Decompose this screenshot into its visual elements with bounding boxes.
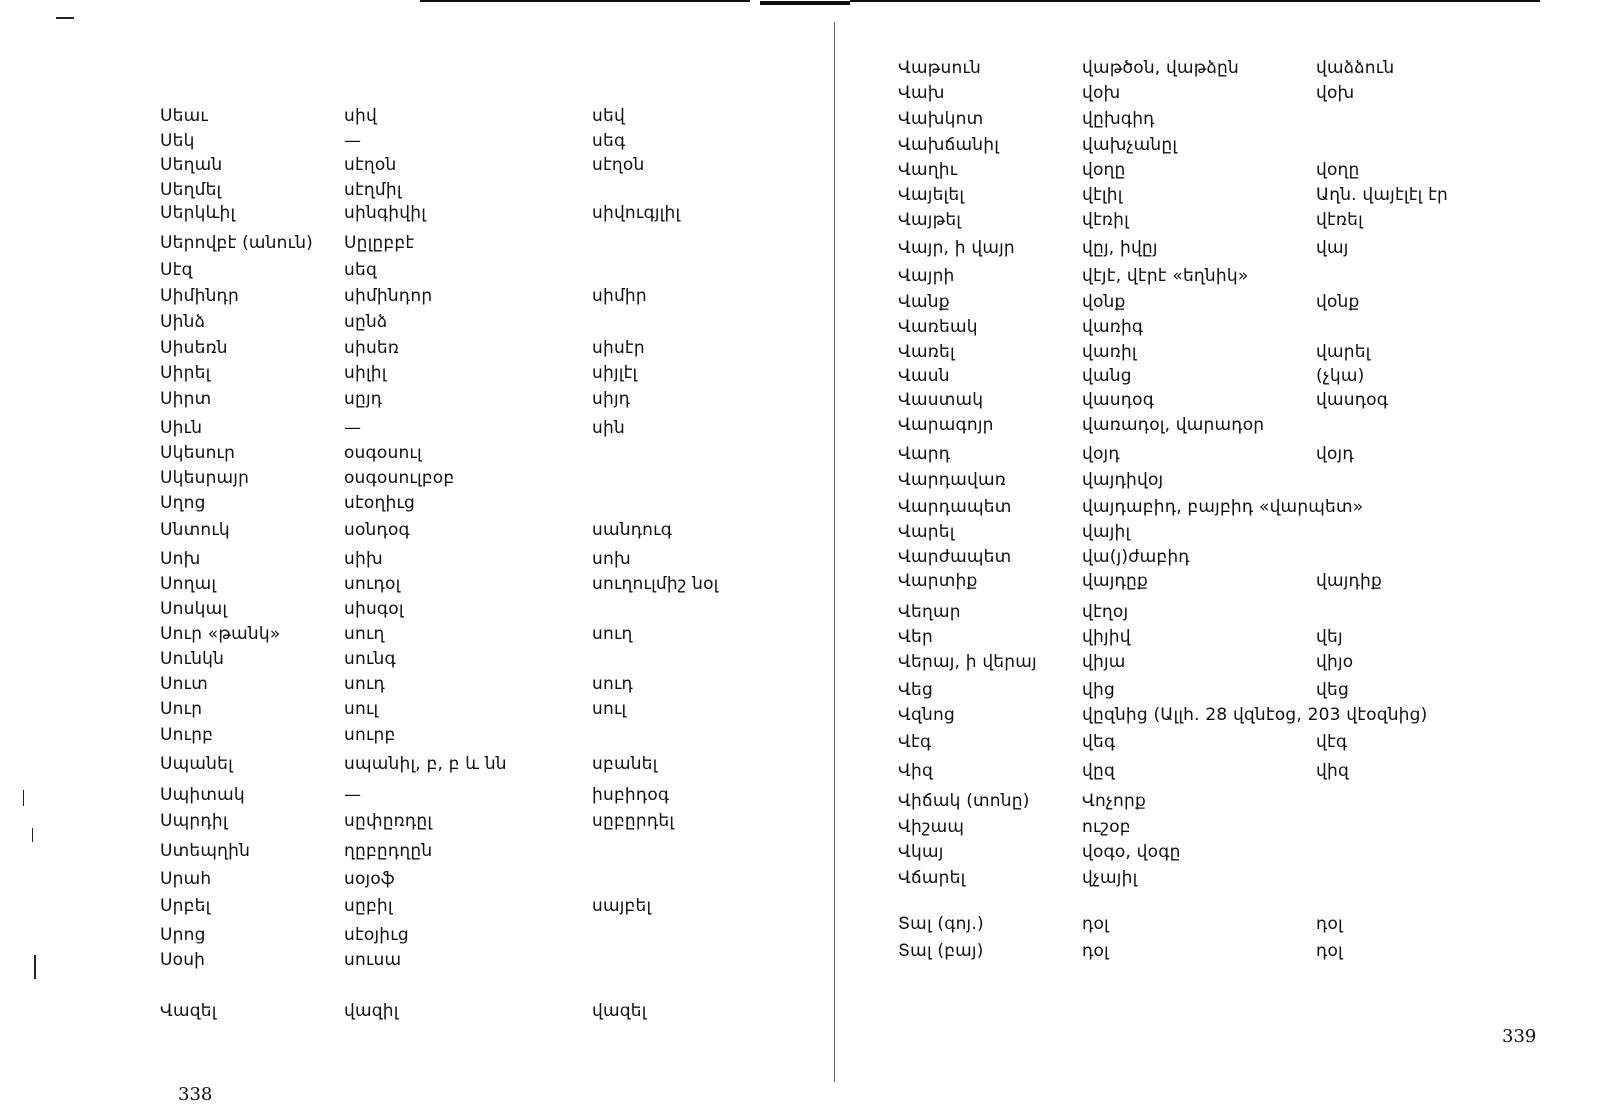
right-page-dialect-form: վիյիվ bbox=[1082, 627, 1131, 647]
right-page-headword: Վաթսուն bbox=[898, 58, 982, 78]
right-page-headword: Վառել bbox=[898, 342, 955, 362]
left-page-dialect-form: ղըբըդղըն bbox=[344, 841, 433, 861]
left-page-headword: Սուրբ bbox=[160, 725, 214, 745]
left-page-variant-form: սուդ bbox=[592, 674, 634, 694]
left-page-headword: Սողալ bbox=[160, 574, 217, 594]
right-page-dialect-form: վօխ bbox=[1082, 83, 1121, 103]
left-page-headword: Սիւն bbox=[160, 418, 203, 438]
left-page-dialect-form: — bbox=[344, 418, 362, 438]
right-page-headword: Վիզ bbox=[898, 761, 933, 781]
right-page-dialect-form: վառիգ bbox=[1082, 317, 1144, 337]
left-page-headword: Սեաւ bbox=[160, 106, 208, 126]
right-page-dialect-form: վօյդ bbox=[1082, 444, 1120, 464]
right-page-variant-form: Աղն. վայէլէլ էր bbox=[1316, 185, 1448, 205]
right-page-dialect-form: վըզ bbox=[1082, 761, 1115, 781]
left-page-dialect-form: սըյդ bbox=[344, 389, 383, 409]
right-page-variant-form: վիյօ bbox=[1316, 652, 1354, 672]
right-page-headword: Վայթել bbox=[898, 210, 962, 230]
right-page-headword: Վէգ bbox=[898, 732, 932, 752]
right-page-number: 339 bbox=[1502, 1026, 1537, 1047]
right-page-headword: Վարդավառ bbox=[898, 470, 1006, 490]
right-page-dialect-form: վօղը bbox=[1082, 160, 1126, 180]
right-page-headword: Վախճանիլ bbox=[898, 135, 1000, 155]
left-page-headword: Սրահ bbox=[160, 869, 212, 889]
left-page-dialect-form: — bbox=[344, 785, 362, 805]
right-page-headword: Վիշապ bbox=[898, 817, 965, 837]
left-page-dialect-form: սընձ bbox=[344, 312, 388, 332]
scan-mark bbox=[56, 17, 74, 19]
left-page-headword: Սկեսրայր bbox=[160, 468, 250, 488]
left-page-dialect-form: — bbox=[344, 131, 362, 151]
right-page-dialect-form: վայիլ bbox=[1082, 522, 1131, 542]
top-edge-line bbox=[420, 0, 750, 2]
left-page-headword: Սեղմել bbox=[160, 180, 222, 200]
left-page-headword: Սրբել bbox=[160, 896, 211, 916]
right-page-variant-form: վայդիք bbox=[1316, 571, 1383, 591]
left-page-variant-form: վազել bbox=[592, 1001, 647, 1021]
left-page-dialect-form: սուլ bbox=[344, 699, 379, 719]
left-page-headword: Ստեպղին bbox=[160, 841, 251, 861]
left-page-dialect-form: սիվ bbox=[344, 106, 377, 126]
left-page-dialect-form: սէղմիլ bbox=[344, 180, 402, 200]
left-page-headword: Սղոց bbox=[160, 493, 206, 513]
left-page-variant-form: սըբըրդել bbox=[592, 811, 675, 831]
right-page-headword: Վասն bbox=[898, 366, 950, 386]
left-page-headword: Սրոց bbox=[160, 925, 206, 945]
right-page-variant-form: վայ bbox=[1316, 238, 1349, 258]
left-page-dialect-form: Սըլըբբէ bbox=[344, 233, 415, 253]
right-page-headword: Վարել bbox=[898, 522, 955, 542]
left-page-dialect-form: սըփըռդըլ bbox=[344, 811, 433, 831]
right-page-variant-form: վօյդ bbox=[1316, 444, 1354, 464]
left-page-variant-form: սուլ bbox=[592, 699, 627, 719]
left-page-headword: Սիրտ bbox=[160, 389, 212, 409]
right-page-headword: Վճարել bbox=[898, 868, 966, 888]
left-page-dialect-form: վազիլ bbox=[344, 1001, 399, 1021]
right-page-headword: Վայր, ի վայր bbox=[898, 238, 1015, 258]
left-page-dialect-form: սիսեռ bbox=[344, 338, 400, 358]
right-page-dialect-form: վէլիլ bbox=[1082, 185, 1123, 205]
left-page-headword: Սուտ bbox=[160, 674, 208, 694]
right-page-dialect-form: Վոչորք bbox=[1082, 791, 1147, 811]
left-page-headword: Սոխ bbox=[160, 549, 201, 569]
left-page-headword: Սէզ bbox=[160, 260, 193, 280]
left-page-headword: Վազել bbox=[160, 1001, 217, 1021]
left-page-headword: Սուր «թանկ» bbox=[160, 624, 281, 644]
left-page-variant-form: սին bbox=[592, 418, 625, 438]
left-page-dialect-form: սէղօն bbox=[344, 155, 397, 175]
left-page-variant-form: սայբել bbox=[592, 896, 652, 916]
right-page-variant-form: վաձձուն bbox=[1316, 58, 1395, 78]
left-page-dialect-form: սէօյիւց bbox=[344, 925, 409, 945]
right-page-dialect-form: վչայիլ bbox=[1082, 868, 1138, 888]
right-page-headword: Վեղար bbox=[898, 602, 961, 622]
right-page-variant-form: վարել bbox=[1316, 342, 1371, 362]
right-page-dialect-form: վախչանըլ bbox=[1082, 135, 1178, 155]
left-page-variant-form: սուղուլմիշ նօլ bbox=[592, 574, 719, 594]
right-page-dialect-form: վա(յ)ժաբիդ bbox=[1082, 547, 1190, 567]
right-page-headword: Վաղիւ bbox=[898, 160, 958, 180]
right-page-variant-form: դօլ bbox=[1316, 941, 1343, 961]
right-page-variant-form: վեց bbox=[1316, 680, 1349, 700]
left-page-variant-form: իսբիդօգ bbox=[592, 785, 670, 805]
right-page-dialect-form: դօլ bbox=[1082, 914, 1109, 934]
right-page-variant-form: վէգ bbox=[1316, 732, 1348, 752]
scan-mark bbox=[23, 790, 24, 806]
left-page-dialect-form: օսգօսուլ bbox=[344, 443, 422, 463]
left-page-dialect-form: սօնդօգ bbox=[344, 520, 410, 540]
left-page-variant-form: սիյդ bbox=[592, 389, 631, 409]
right-page-dialect-form: դօլ bbox=[1082, 941, 1109, 961]
right-page-headword: Վայելել bbox=[898, 185, 965, 205]
left-page-variant-form: սանդուգ bbox=[592, 520, 673, 540]
left-page-dialect-form: սէօղիւց bbox=[344, 493, 415, 513]
right-page-dialect-form: վէյէ, վէրէ «եղնիկ» bbox=[1082, 266, 1249, 286]
left-page-variant-form: սիսէր bbox=[592, 338, 645, 358]
right-page-dialect-form: վառիլ bbox=[1082, 342, 1137, 362]
right-page-variant-form: դօլ bbox=[1316, 914, 1343, 934]
left-page-variant-form: սոխ bbox=[592, 549, 631, 569]
page-gutter bbox=[834, 22, 835, 1082]
left-page-variant-form: սբանել bbox=[592, 754, 658, 774]
right-page-headword: Վարագոյր bbox=[898, 415, 994, 435]
right-page-headword: Վախկոտ bbox=[898, 109, 984, 129]
scan-mark bbox=[34, 955, 36, 979]
left-page-dialect-form: սօյօֆ bbox=[344, 869, 395, 889]
left-page-variant-form: սեգ bbox=[592, 131, 626, 151]
right-page-dialect-form: վանց bbox=[1082, 366, 1132, 386]
right-page-dialect-form: վիյա bbox=[1082, 652, 1126, 672]
left-page-dialect-form: սունգ bbox=[344, 649, 396, 669]
right-page-dialect-form: վասդօգ bbox=[1082, 390, 1155, 410]
right-page-dialect-form: ուշօբ bbox=[1082, 817, 1131, 837]
left-page-headword: Սպրդիլ bbox=[160, 811, 228, 831]
right-page-headword: Վարտիք bbox=[898, 571, 978, 591]
right-page-headword: Վզնոց bbox=[898, 705, 955, 725]
left-page-headword: Սնտուկ bbox=[160, 520, 230, 540]
right-page-headword: Վկայ bbox=[898, 842, 944, 862]
right-page-dialect-form: վօգօ, վօգը bbox=[1082, 842, 1181, 862]
left-page-headword: Սուր bbox=[160, 699, 203, 719]
top-edge-line bbox=[760, 1, 850, 5]
right-page-headword: Տալ (գոյ.) bbox=[898, 914, 984, 934]
right-page-headword: Վեր bbox=[898, 627, 933, 647]
right-page-dialect-form: վայդըք bbox=[1082, 571, 1149, 591]
left-page-variant-form: սիմիր bbox=[592, 286, 647, 306]
left-page-headword: Սիսեռն bbox=[160, 338, 228, 358]
left-page-dialect-form: սիխ bbox=[344, 549, 383, 569]
left-page-dialect-form: սիլիլ bbox=[344, 363, 387, 383]
right-page-variant-form: վասդօգ bbox=[1316, 390, 1389, 410]
right-page-variant-form: վեյ bbox=[1316, 627, 1343, 647]
left-page-headword: Սիրել bbox=[160, 363, 211, 383]
left-page-headword: Սիմինդր bbox=[160, 286, 239, 306]
right-page-headword: Վայրի bbox=[898, 266, 955, 286]
left-page-variant-form: սեվ bbox=[592, 106, 625, 126]
left-page-headword: Սերկևիլ bbox=[160, 203, 236, 223]
right-page-headword: Տալ (բայ) bbox=[898, 941, 984, 961]
right-page-headword: Վանք bbox=[898, 292, 950, 312]
right-page-headword: Վառեակ bbox=[898, 317, 978, 337]
left-page-headword: Սոսկալ bbox=[160, 599, 228, 619]
left-page-dialect-form: սուղ bbox=[344, 624, 385, 644]
right-page-variant-form: վէռել bbox=[1316, 210, 1363, 230]
right-page-dialect-form: վօնք bbox=[1082, 292, 1126, 312]
left-page-dialect-form: սպանիլ, բ, բ և նն bbox=[344, 754, 507, 774]
left-page-headword: Սպիտակ bbox=[160, 785, 245, 805]
right-page-dialect-form: վից bbox=[1082, 680, 1115, 700]
right-page-headword: Վախ bbox=[898, 83, 945, 103]
left-page-headword: Սեղան bbox=[160, 155, 223, 175]
right-page-dialect-form: վըզնից (Ալլհ. 28 վզնէօց, 203 վէօզնից) bbox=[1082, 705, 1428, 725]
left-page-dialect-form: սուրբ bbox=[344, 725, 396, 745]
left-page-headword: Սկեսուր bbox=[160, 443, 236, 463]
scan-mark bbox=[32, 828, 33, 842]
left-page-number: 338 bbox=[178, 1084, 213, 1105]
right-page-headword: Վարդ bbox=[898, 444, 951, 464]
right-page-dialect-form: վայդիվօյ bbox=[1082, 470, 1164, 490]
left-page-dialect-form: սիսգօլ bbox=[344, 599, 404, 619]
left-page-dialect-form: սուդօլ bbox=[344, 574, 401, 594]
left-page-variant-form: սուղ bbox=[592, 624, 633, 644]
left-page-headword: Սօսի bbox=[160, 950, 206, 970]
right-page-headword: Վեց bbox=[898, 680, 933, 700]
right-page-dialect-form: վեգ bbox=[1082, 732, 1116, 752]
right-page-dialect-form: վէղօյ bbox=[1082, 602, 1129, 622]
right-page-dialect-form: վըյ, իվըյ bbox=[1082, 238, 1158, 258]
right-page-headword: Վարդապետ bbox=[898, 497, 1012, 517]
right-page-variant-form: վօնք bbox=[1316, 292, 1360, 312]
left-page-headword: Սերովբէ (անուն) bbox=[160, 233, 314, 253]
left-page-dialect-form: սուսա bbox=[344, 950, 402, 970]
top-edge-line bbox=[850, 0, 1540, 2]
right-page-dialect-form: վաթծօն, վաթձըն bbox=[1082, 58, 1239, 78]
left-page-headword: Սպանել bbox=[160, 754, 233, 774]
right-page-variant-form: վօղը bbox=[1316, 160, 1360, 180]
left-page-dialect-form: սեզ bbox=[344, 260, 377, 280]
right-page-headword: Վարժապետ bbox=[898, 547, 1012, 567]
right-page-headword: Վիճակ (տոնը) bbox=[898, 791, 1030, 811]
right-page-dialect-form: վայդաբիդ, բայբիդ «վարպետ» bbox=[1082, 497, 1364, 517]
right-page-headword: Վաստակ bbox=[898, 390, 984, 410]
left-page-headword: Սունկն bbox=[160, 649, 225, 669]
right-page-dialect-form: վըխգիդ bbox=[1082, 109, 1155, 129]
right-page-variant-form: վօխ bbox=[1316, 83, 1355, 103]
right-page-variant-form: վիզ bbox=[1316, 761, 1349, 781]
right-page-dialect-form: վառադօլ, վարադօր bbox=[1082, 415, 1265, 435]
right-page-variant-form: (չկա) bbox=[1316, 366, 1365, 386]
left-page-dialect-form: օսգօսուլբօբ bbox=[344, 468, 455, 488]
left-page-headword: Սեկ bbox=[160, 131, 195, 151]
right-page-headword: Վերայ, ի վերայ bbox=[898, 652, 1037, 672]
left-page-variant-form: սէղօն bbox=[592, 155, 645, 175]
left-page-dialect-form: սըբիլ bbox=[344, 896, 393, 916]
left-page-variant-form: սիվուգյլիլ bbox=[592, 203, 681, 223]
left-page-variant-form: սիյլէլ bbox=[592, 363, 638, 383]
left-page-dialect-form: սիմինդոր bbox=[344, 286, 433, 306]
left-page-dialect-form: սուդ bbox=[344, 674, 386, 694]
right-page-dialect-form: վէռիլ bbox=[1082, 210, 1129, 230]
left-page-headword: Սինձ bbox=[160, 312, 206, 332]
left-page-dialect-form: սինգիվիլ bbox=[344, 203, 427, 223]
